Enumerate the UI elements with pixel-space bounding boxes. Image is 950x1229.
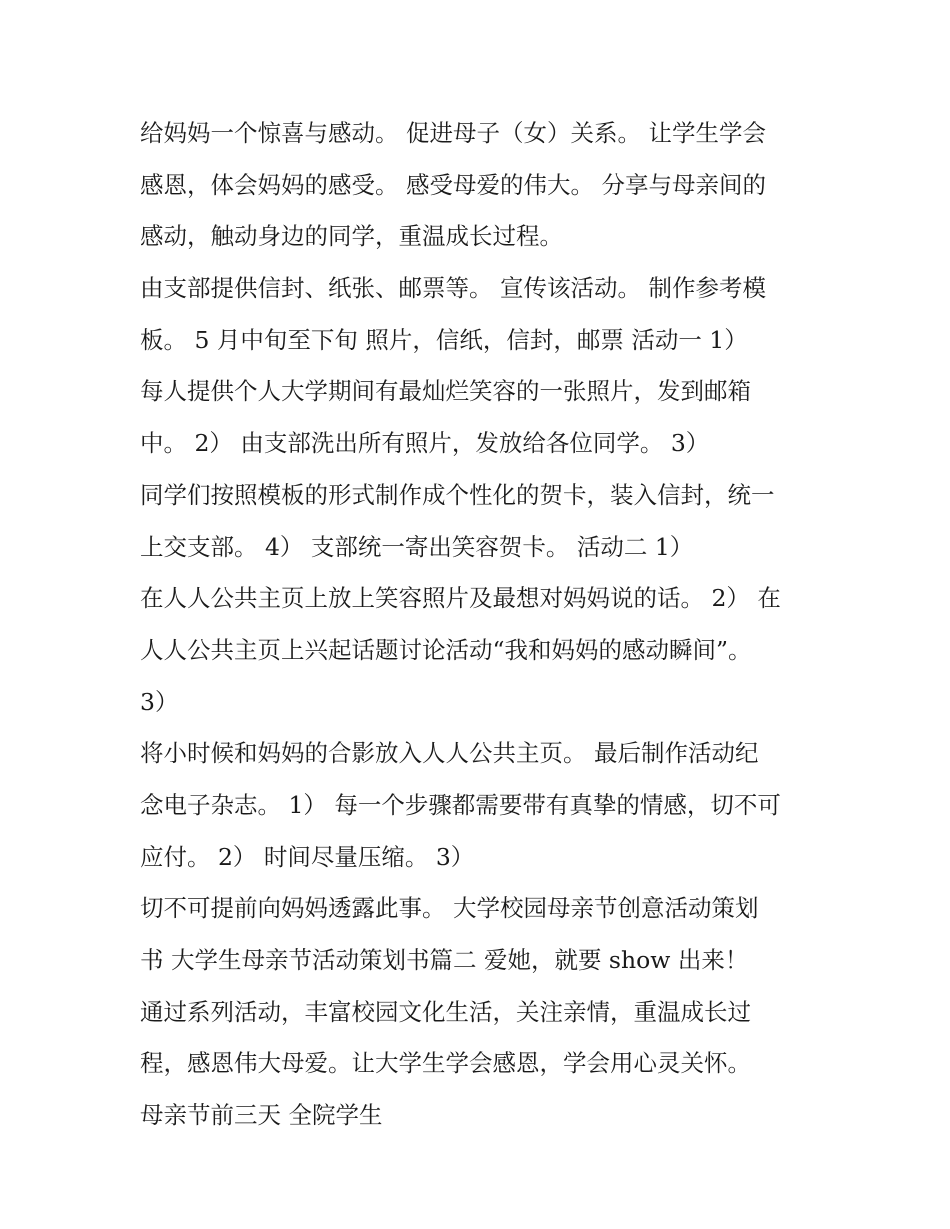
text-line-16: 切不可提前向妈妈透露此事。 大学校园母亲节创意活动策划 xyxy=(140,894,759,923)
text-line-19: 程，感恩伟大母爱。让大学生学会感恩，学会用心灵关怀。 xyxy=(140,1049,751,1078)
text-line-13: 将小时候和妈妈的合影放入人人公共主页。 最后制作活动纪 xyxy=(140,739,759,768)
text-line-8: 同学们按照模板的形式制作成个性化的贺卡，装入信封，统一 xyxy=(140,480,775,509)
text-line-2: 感恩，体会妈妈的感受。 感受母爱的伟大。 分享与母亲间的 xyxy=(140,170,766,199)
body-text xyxy=(140,108,840,1142)
text-line-5: 板。 5 月中旬至下旬 照片，信纸，信封，邮票 活动一 1） xyxy=(140,325,748,354)
text-line-9: 上交支部。 4） 支部统一寄出笑容贺卡。 活动二 1） xyxy=(140,532,694,561)
text-line-18: 通过系列活动，丰富校园文化生活，关注亲情，重温成长过 xyxy=(140,997,751,1026)
text-line-11: 人人公共主页上兴起话题讨论活动“我和妈妈的感动瞬间”。 xyxy=(140,635,752,664)
text-line-20: 母亲节前三天 全院学生 xyxy=(140,1101,383,1130)
text-line-10: 在人人公共主页上放上笑容照片及最想对妈妈说的话。 2） 在 xyxy=(140,584,781,613)
text-line-7: 中。 2） 由支部洗出所有照片，发放给各位同学。 3） xyxy=(140,429,710,458)
text-line-6: 每人提供个人大学期间有最灿烂笑容的一张照片，发到邮箱 xyxy=(140,377,751,406)
text-line-15: 应付。 2） 时间尽量压缩。 3） xyxy=(140,842,475,871)
text-line-3: 感动，触动身边的同学，重温成长过程。 xyxy=(140,222,563,251)
text-line-17: 书 大学生母亲节活动策划书篇二 爱她，就要 show 出来！ xyxy=(140,946,749,974)
text-line-4: 由支部提供信封、纸张、邮票等。 宣传该活动。 制作参考模 xyxy=(140,274,766,303)
text-line-12: 3） xyxy=(140,687,179,716)
text-line-1: 给妈妈一个惊喜与感动。 促进母子（女）关系。 让学生学会 xyxy=(140,119,766,147)
text-line-14: 念电子杂志。 1） 每一个步骤都需要带有真挚的情感，切不可 xyxy=(140,790,781,819)
